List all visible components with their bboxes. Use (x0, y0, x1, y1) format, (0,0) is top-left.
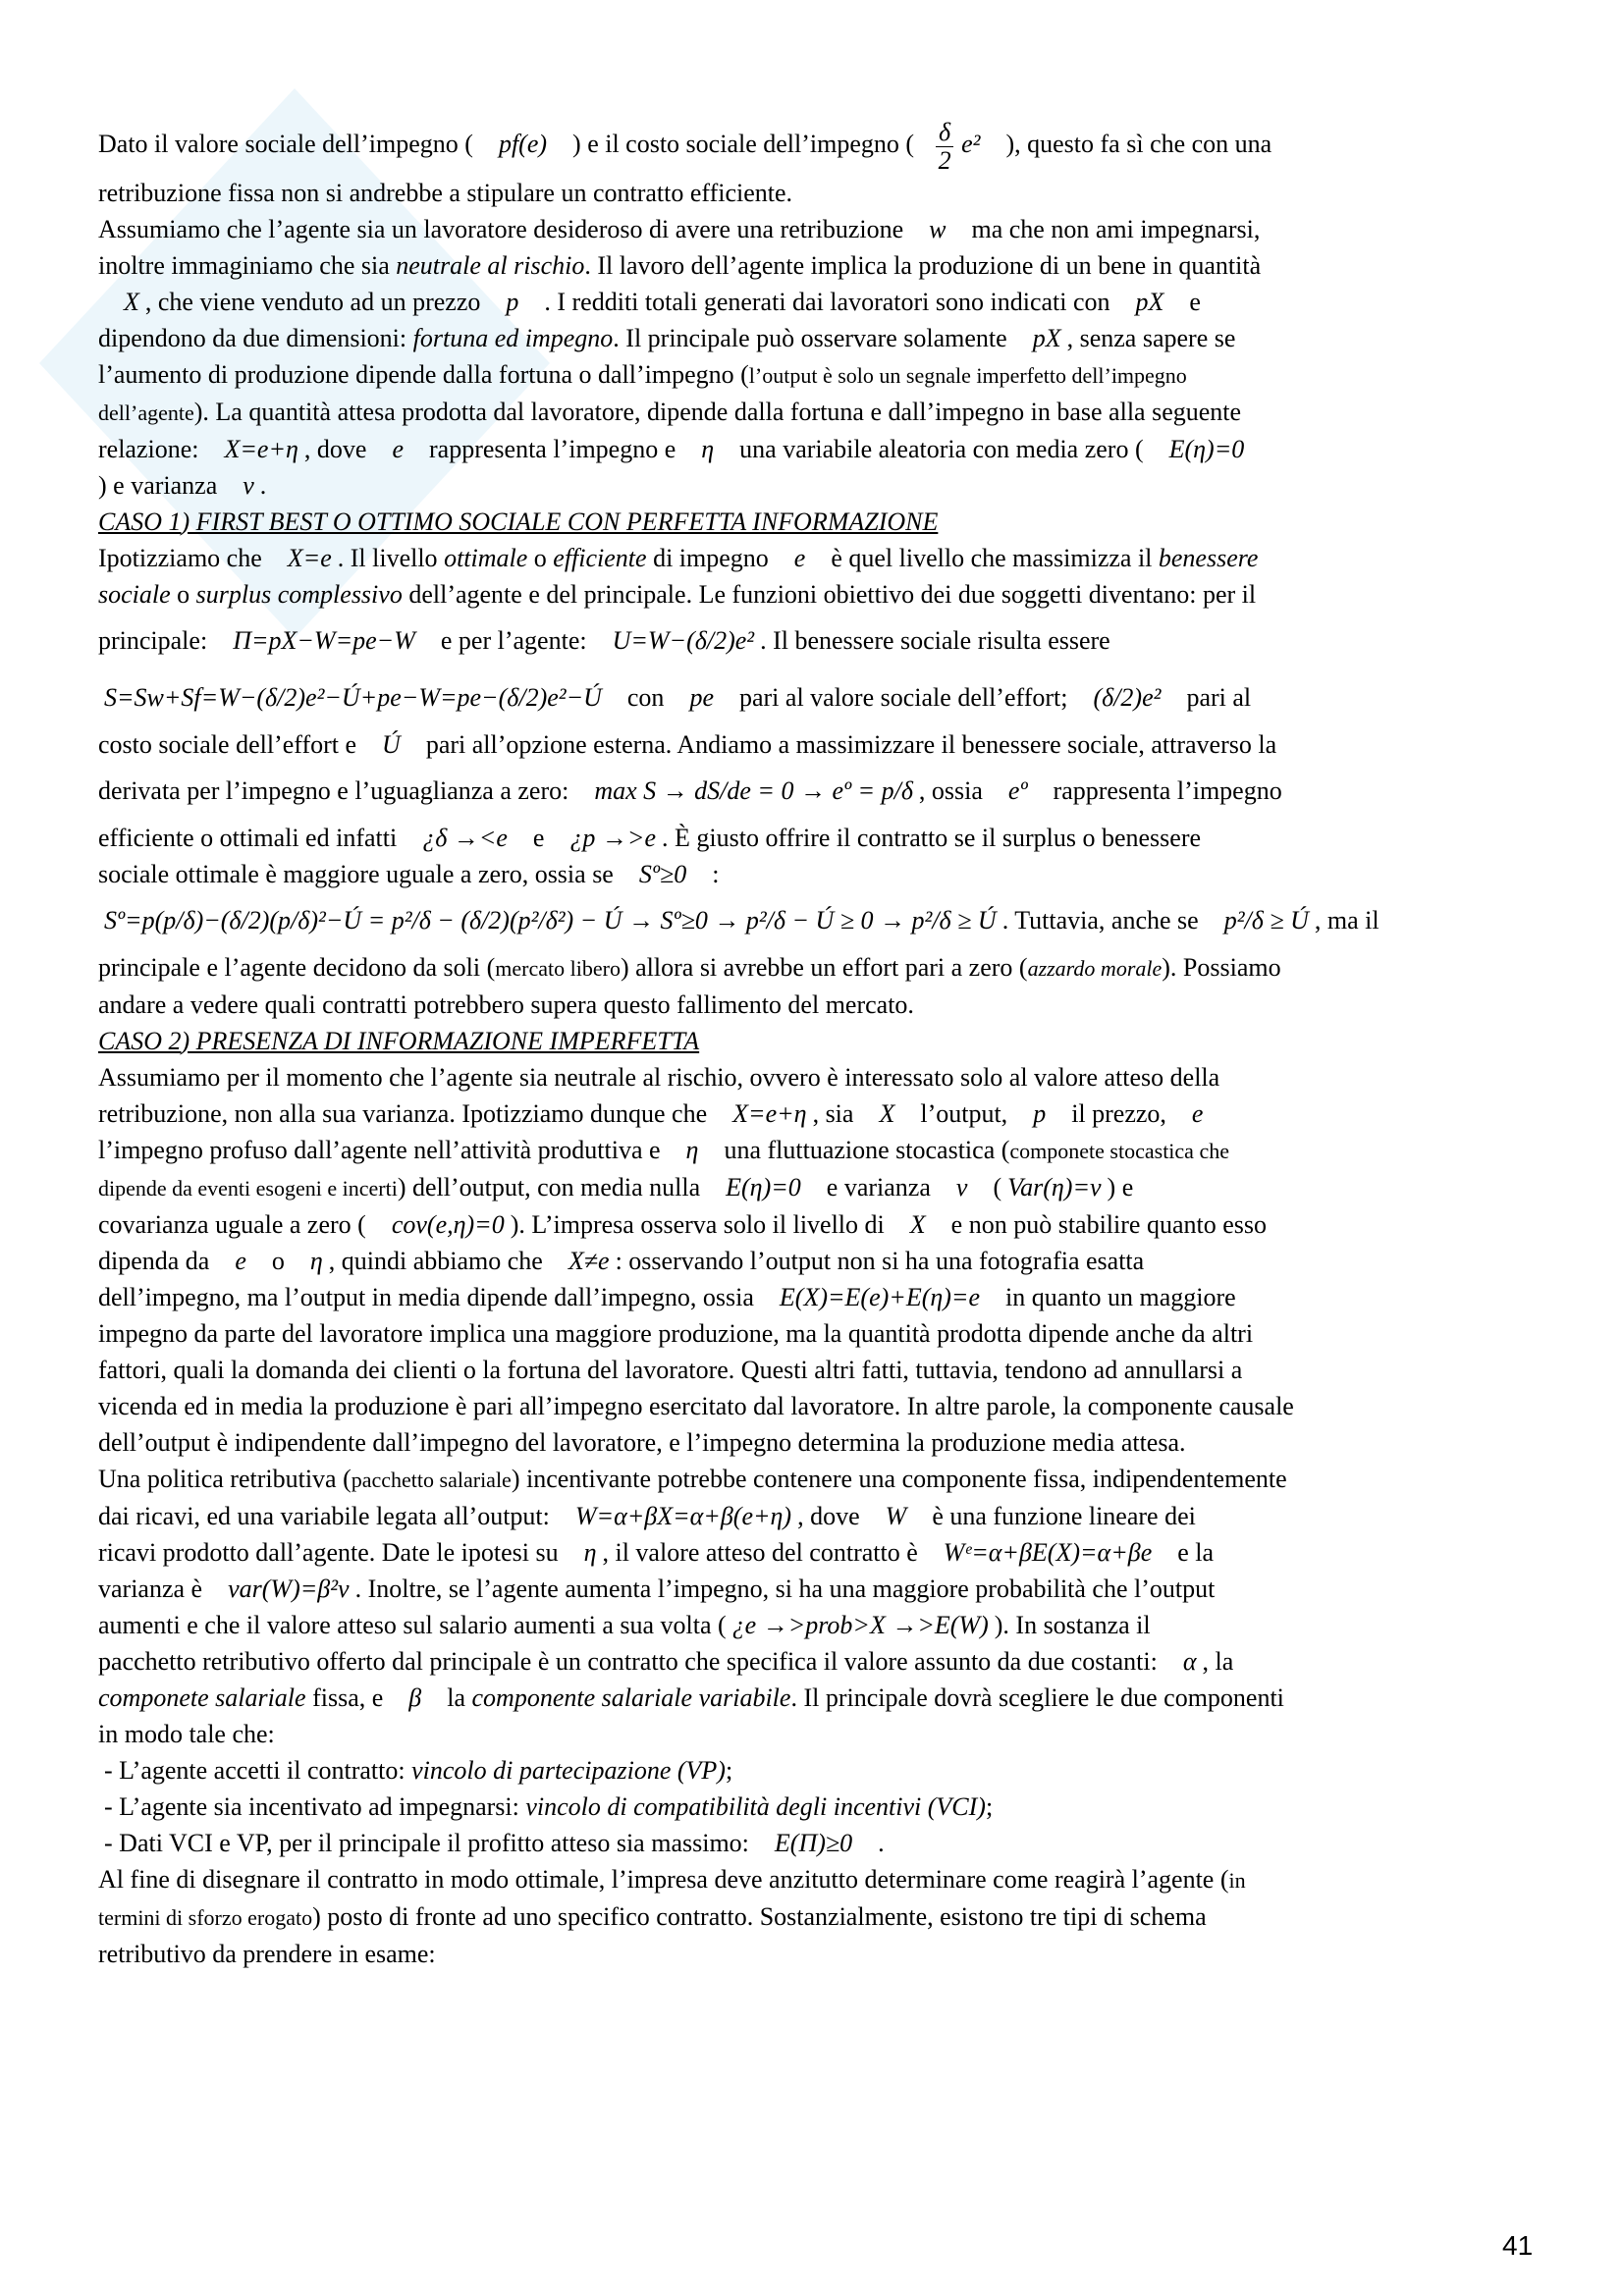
formula: e (793, 543, 806, 572)
text: relazione: (98, 434, 199, 463)
text: o (170, 579, 196, 609)
text: pari al valore sociale dell’effort; (738, 682, 1068, 712)
text: : osservando l’output non si ha una fotografia esatta (615, 1246, 1145, 1275)
text: l’impegno profuso dall’agente nell’attività produttiva e (98, 1135, 661, 1164)
paragraph (98, 669, 1532, 726)
formula: (δ/2)e² (1093, 682, 1162, 712)
formula: pX (1032, 323, 1061, 352)
formula: X (124, 287, 139, 316)
formula: var(W)=β²v (228, 1574, 350, 1603)
small-text: dipende da eventi esogeni e incerti (98, 1175, 398, 1201)
text: sociale ottimale è maggiore uguale a zero, ossia se (98, 859, 614, 888)
formula: p (506, 287, 519, 316)
text: pacchetto retributivo offerto dal principale è un contratto che specifica il valore assunto da due costanti: (98, 1646, 1158, 1676)
text: dell’output è indipendente dall’impegno del lavoratore, e l’impegno determina la produzione media attesa. (98, 1427, 1186, 1457)
formula: X=e+η (732, 1098, 807, 1128)
paragraph (98, 949, 1532, 987)
paragraph (98, 116, 1532, 175)
text: l’output, (920, 1098, 1008, 1128)
paragraph (98, 1534, 1532, 1571)
text: ). L’impresa osserva solo il livello di (510, 1209, 885, 1239)
text: vicenda ed in media la produzione è pari all’impegno esercitato dal lavoratore. In altre parole, la componente causale (98, 1391, 1294, 1420)
formula: S=Sw+Sf=W−(δ/2)e²−Ú+pe−W=pe−(δ/2)e²−Ú (104, 682, 602, 712)
text: Assumiamo per il momento che l’agente sia neutrale al rischio, ovvero è interessato solo al valore atteso della (98, 1062, 1220, 1092)
formula: X≠e (568, 1246, 610, 1275)
text: l’aumento di produzione dipende dalla fortuna o dall’impegno ( (98, 359, 749, 389)
small-text: pacchetto salariale (351, 1467, 512, 1492)
text: ; (725, 1755, 733, 1785)
paragraph (98, 211, 1532, 247)
text: , il valore atteso del contratto è (602, 1537, 918, 1567)
text: ). La quantità attesa prodotta dal lavoratore, dipende dalla fortuna e dall’impegno in base alla seguente (193, 397, 1242, 426)
text: aumenti e che il valore atteso sul salario aumenti a sua volta ( (98, 1610, 727, 1639)
paragraph (98, 856, 1532, 892)
italic-text: fortuna ed impegno (412, 323, 614, 352)
formula: η (701, 434, 715, 463)
text: ), questo fa sì che con una (1005, 130, 1272, 158)
text: e (532, 823, 545, 852)
formula: p²/δ ≥ Ú (1223, 905, 1309, 934)
paragraph (98, 1461, 1532, 1498)
paragraph (98, 1279, 1532, 1315)
formula: X=e+η (224, 434, 298, 463)
small-text: componete stocastica che (1009, 1138, 1229, 1163)
text: di impegno (646, 543, 769, 572)
text: , che viene venduto ad un prezzo (144, 287, 481, 316)
text: una fluttuazione stocastica ( (724, 1135, 1010, 1164)
text: è quel livello che massimizza il (831, 543, 1159, 572)
constraints-list (98, 1752, 1532, 1861)
italic-text: surplus complessivo (195, 579, 403, 609)
text: ) e (1107, 1172, 1134, 1201)
text: ricavi prodotto dall’agente. Date le ipotesi su (98, 1537, 559, 1567)
text: , ossia (918, 775, 983, 805)
text: o (527, 543, 554, 572)
text: e la (1177, 1537, 1215, 1567)
text: rappresenta l’impegno e (429, 434, 676, 463)
formula: Sº≥0 (638, 859, 687, 888)
text: andare a vedere quali contratti potrebbero supera questo fallimento del mercato. (98, 989, 914, 1019)
text: ) e varianza (98, 470, 218, 500)
small-text: mercato libero (495, 955, 621, 981)
paragraph (98, 576, 1532, 613)
paragraph (98, 1059, 1532, 1095)
text: inoltre immaginiamo che sia (98, 250, 397, 280)
paragraph (98, 320, 1532, 356)
paragraph (98, 1132, 1532, 1169)
text: ). In sostanza il (994, 1610, 1151, 1639)
list-item (104, 1825, 1532, 1861)
paragraph (98, 1498, 1532, 1534)
text: pari all’opzione esterna. Andiamo a massimizzare il benessere sociale, attraverso la (425, 729, 1277, 759)
paragraph (98, 892, 1532, 949)
text: , sia (812, 1098, 854, 1128)
text: L’agente accetti il contratto: (119, 1755, 412, 1785)
text: L’agente sia incentivato ad impegnarsi: (119, 1791, 526, 1821)
paragraph (98, 1898, 1532, 1936)
text: e non può stabilire quanto esso (950, 1209, 1267, 1239)
formula: eº (1007, 775, 1028, 805)
paragraph (98, 1936, 1532, 1972)
heading-text: ) FIRST BEST O OTTIMO SOCIALE CON PERFETTA INFORMAZIONE (181, 507, 939, 536)
text: rappresenta l’impegno (1053, 775, 1282, 805)
formula: e (392, 434, 405, 463)
italic-text: componete salariale (98, 1682, 306, 1712)
small-text: termini di sforzo erogato (98, 1904, 313, 1930)
list-item (104, 1789, 1532, 1825)
italic-text: vincolo di compatibilità degli incentivi (VCI) (525, 1791, 986, 1821)
italic-text: efficiente (553, 543, 647, 572)
formula: Sº=p(p/δ)−(δ/2)(p/δ)²−Ú = p²/δ − (δ/2)(p²/δ²) − Ú → Sº≥0 → p²/δ − Ú ≥ 0 → p²/δ ≥ Ú (104, 905, 997, 934)
text: dipendono da due dimensioni: (98, 323, 413, 352)
text: . (259, 470, 267, 500)
text: la (447, 1682, 472, 1712)
text: ). Possiamo (1162, 952, 1281, 982)
formula: E(η)=0 (1168, 434, 1245, 463)
formula: η (583, 1537, 597, 1567)
text: principale e l’agente decidono da soli ( (98, 952, 496, 982)
text: efficiente o ottimali ed infatti (98, 823, 398, 852)
formula: W=α+βX=α+β(e+η) (574, 1501, 792, 1530)
paragraph (98, 1206, 1532, 1243)
text: e varianza (826, 1172, 931, 1201)
paragraph (98, 1680, 1532, 1716)
paragraph (98, 1571, 1532, 1607)
text: : (712, 859, 720, 888)
small-text: dell’agente (98, 400, 194, 425)
paragraph (98, 431, 1532, 467)
text: ) e il costo sociale dell’impegno ( (572, 130, 915, 158)
text: o (271, 1246, 285, 1275)
text: una variabile aleatoria con media zero ( (739, 434, 1144, 463)
formula: ¿e →>prob>X →>E(W) (731, 1610, 989, 1639)
text: dell’agente e del principale. Le funzioni obiettivo dei due soggetti diventano: per il (402, 579, 1257, 609)
formula: pe (689, 682, 714, 712)
text: . Il livello (337, 543, 445, 572)
text: . Tuttavia, anche se (1001, 905, 1199, 934)
formula: η (309, 1246, 323, 1275)
italic-text: ottimale (444, 543, 528, 572)
paragraph (98, 613, 1532, 669)
paragraph (98, 1095, 1532, 1132)
paragraph (98, 1607, 1532, 1643)
document-body (98, 116, 1532, 1972)
formula: η (685, 1135, 699, 1164)
paragraph (98, 356, 1532, 394)
paragraph (98, 467, 1532, 504)
paragraph (98, 763, 1532, 820)
text: . Il lavoro dell’agente implica la produzione di un bene in quantità (584, 250, 1262, 280)
text: in modo tale che: (98, 1719, 275, 1748)
text: , quindi abbiamo che (328, 1246, 543, 1275)
formula: Ú (382, 729, 401, 759)
text: costo sociale dell’effort e (98, 729, 357, 759)
formula: e (235, 1246, 246, 1275)
formula: pf(e) (498, 130, 548, 158)
text: , senza sapere se (1066, 323, 1236, 352)
page-number: 41 (1502, 2230, 1534, 2261)
text: retribuzione, non alla sua varianza. Ipotizziamo dunque che (98, 1098, 708, 1128)
text: ma che non ami impegnarsi, (971, 214, 1261, 243)
text: ) posto di fronte ad uno specifico contratto. Sostanzialmente, esistono tre tipi di schema (312, 1901, 1207, 1931)
formula: X (879, 1098, 895, 1128)
paragraph (98, 1352, 1532, 1388)
text: , ma il (1314, 905, 1380, 934)
paragraph (98, 540, 1532, 576)
formula: ¿p →>e (569, 823, 657, 852)
text: Al fine di disegnare il contratto in modo ottimale, l’impresa deve anzitutto determinare come reagirà l’agente ( (98, 1864, 1229, 1894)
paragraph (98, 284, 1532, 320)
formula: U=W−(δ/2)e² (612, 625, 755, 655)
formula: e² (961, 130, 981, 158)
italic-text: vincolo di partecipazione (VP) (411, 1755, 726, 1785)
paragraph (98, 1716, 1532, 1752)
italic-text: componente salariale variabile (471, 1682, 791, 1712)
section-heading (98, 1023, 1532, 1059)
paragraph (98, 1315, 1532, 1352)
formula: Π=pX−W=pe−W (233, 625, 415, 655)
paragraph (98, 1861, 1532, 1898)
text: impegno da parte del lavoratore implica una maggiore produzione, ma la quantità prodotta dipende anche da altri (98, 1318, 1254, 1348)
text: . (878, 1828, 885, 1857)
text: ) incentivante potrebbe contenere una componente fissa, indipendentemente (511, 1464, 1287, 1493)
heading-text: ) PRESENZA DI INFORMAZIONE IMPERFETTA (181, 1026, 700, 1055)
paragraph (98, 726, 1532, 763)
formula: E(η)=0 (726, 1172, 801, 1201)
paragraph (98, 820, 1532, 856)
section-heading (98, 504, 1532, 540)
small-text: l’output è solo un segnale imperfetto dell’impegno (748, 362, 1187, 388)
text: pari al (1186, 682, 1252, 712)
fraction: $\frac{\delta}{2}$ (936, 119, 953, 175)
formula: ¿δ →<e (422, 823, 508, 852)
text: retribuzione fissa non si andrebbe a stipulare un contratto efficiente. (98, 178, 793, 207)
heading-label: CASO 1 (98, 507, 182, 536)
paragraph (98, 247, 1532, 284)
text: e per l’agente: (440, 625, 587, 655)
text: in quanto un maggiore (1005, 1282, 1236, 1311)
text: , dove (797, 1501, 860, 1530)
formula: X=e (287, 543, 332, 572)
formula: Wᵉ=α+βE(X)=α+βe (943, 1537, 1153, 1567)
text: principale: (98, 625, 208, 655)
formula: p (1033, 1098, 1047, 1128)
text: Assumiamo che l’agente sia un lavoratore desideroso di avere una retribuzione (98, 214, 904, 243)
text: , la (1202, 1646, 1234, 1676)
paragraph (98, 1388, 1532, 1424)
formula: e (1191, 1098, 1204, 1128)
paragraph (98, 394, 1532, 431)
text: . Il benessere sociale risulta essere (760, 625, 1110, 655)
text: Una politica retributiva ( (98, 1464, 352, 1493)
text: Ipotizziamo che (98, 543, 262, 572)
formula: E(X)=E(e)+E(η)=e (779, 1282, 981, 1311)
formula: W (885, 1501, 907, 1530)
text: fattori, quali la domanda dei clienti o la fortuna del lavoratore. Questi altri fatti, tuttavia, tendono ad annullarsi a (98, 1355, 1243, 1384)
text: Dati VCI e VP, per il principale il profitto atteso sia massimo: (119, 1828, 749, 1857)
text: . È giusto offrire il contratto se il surplus o benessere (662, 823, 1202, 852)
paragraph (98, 1424, 1532, 1461)
formula: max S → dS/de = 0 → eº = p/δ (594, 775, 913, 805)
text: dell’impegno, ma l’output in media dipende dall’impegno, ossia (98, 1282, 754, 1311)
formula: w (929, 214, 947, 243)
text: . Il principale può osservare solamente (613, 323, 1007, 352)
italic-text: neutrale al rischio (396, 250, 585, 280)
text: . Inoltre, se l’agente aumenta l’impegno, si ha una maggiore probabilità che l’output (354, 1574, 1216, 1603)
text: ( (993, 1172, 1002, 1201)
text: retributivo da prendere in esame: (98, 1939, 436, 1968)
formula: pX (1135, 287, 1164, 316)
text: ) allora si avrebbe un effort pari a zero ( (620, 952, 1028, 982)
text: il prezzo, (1071, 1098, 1166, 1128)
text: derivata per l’impegno e l’uguaglianza a zero: (98, 775, 569, 805)
formula: X (909, 1209, 926, 1239)
italic-text: azzardo morale (1027, 955, 1163, 981)
formula: Var(η)=v (1007, 1172, 1102, 1201)
paragraph (98, 987, 1532, 1023)
paragraph (98, 1643, 1532, 1680)
text: varianza è (98, 1574, 203, 1603)
formula: v (243, 470, 254, 500)
formula: β (408, 1682, 422, 1712)
italic-text: benessere (1158, 543, 1259, 572)
text: dipenda da (98, 1246, 210, 1275)
paragraph (98, 1169, 1532, 1206)
list-item (104, 1752, 1532, 1789)
text: covarianza uguale a zero ( (98, 1209, 366, 1239)
text: Dato il valore sociale dell’impegno ( (98, 130, 473, 158)
small-text: in (1228, 1867, 1246, 1893)
formula: α (1182, 1646, 1197, 1676)
text: e (1189, 287, 1201, 316)
text: ) dell’output, con media nulla (397, 1172, 701, 1201)
text: . Il principale dovrà scegliere le due componenti (790, 1682, 1284, 1712)
text: è una funzione lineare dei (932, 1501, 1196, 1530)
text: con (626, 682, 665, 712)
text: dai ricavi, ed una variabile legata all’output: (98, 1501, 550, 1530)
text: . I redditi totali generati dai lavoratori sono indicati con (544, 287, 1110, 316)
paragraph (98, 1243, 1532, 1279)
formula: v (955, 1172, 968, 1201)
paragraph (98, 175, 1532, 211)
text: ; (985, 1791, 994, 1821)
formula: cov(e,η)=0 (391, 1209, 505, 1239)
heading-label: CASO 2 (98, 1026, 182, 1055)
formula: E(Π)≥0 (774, 1828, 853, 1857)
text: fissa, e (305, 1682, 384, 1712)
text: , dove (303, 434, 367, 463)
italic-text: sociale (98, 579, 171, 609)
